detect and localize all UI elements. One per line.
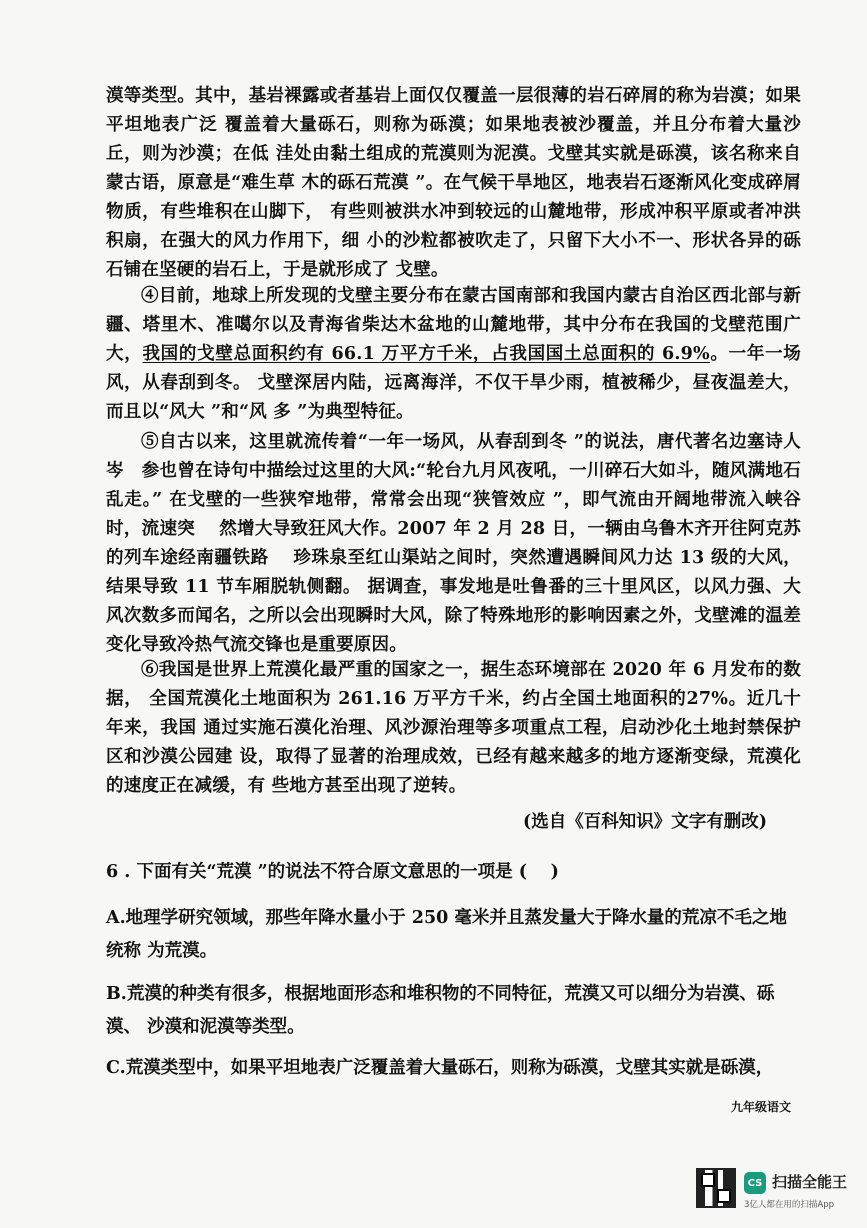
source-citation: (选自《百科知识》文字有删改) xyxy=(522,812,767,832)
paragraph-4 xyxy=(106,282,801,427)
qr-code-icon xyxy=(696,1168,736,1208)
option-c: C.荒漠类型中，如果平坦地表广泛覆盖着大量砾石，则称为砾漠，戈壁其实就是砾漠， xyxy=(106,1058,774,1078)
paragraph-4-text-a: ④目前，地球上所发现的戈壁主要分布在蒙古国南部和我国内蒙古自治区西北部与新疆、塔里木、准噶尔以及青海省柴达木盆地的山麓地带，其中分布在我国的戈壁范围广大， xyxy=(106,286,801,364)
paragraph-4-underlined: 我国的戈壁总面积约有 66.1 万平方千米，占我国国土总面积的 6.9% xyxy=(142,344,710,364)
option-b: B.荒漠的种类有很多，根据地面形态和堆积物的不同特征，荒漠又可以细分为岩漠、砾漠、 沙漠和泥漠等类型。 xyxy=(106,984,775,1037)
page-footer: 九年级语文 xyxy=(730,1100,791,1114)
paragraph-6: ⑥我国是世界上荒漠化最严重的国家之一，据生态环境部在 2020 年 6 月发布的数据， 全国荒漠化土地面积为 261.16 万平方千米，约占全国土地面积的27%。近几十年来，我国 通过实施石漠化治理、风沙源治理等多项重点工程，启动沙化土地封禁保护区和沙漠公园建 设，取得了显著的治理成效，已经有越来越多的地方逐渐变绿，荒漠化的速度正在减缓，有 些地方甚至出现了逆转。 xyxy=(106,660,801,796)
question-6: 6 . 下面有关“荒漠 ”的说法不符合原文意思的一项是 ( ) xyxy=(106,862,559,882)
camscanner-logo-icon: CS xyxy=(744,1172,766,1194)
option-a: A.地理学研究领域，那些年降水量小于 250 毫米并且蒸发量大于降水量的荒凉不毛之地统称 为荒漠。 xyxy=(106,908,787,961)
paragraph-5: ⑤自古以来，这里就流传着“一年一场风，从春刮到冬 ”的说法，唐代著名边塞诗人岑 参也曾在诗句中描绘过这里的大风:“轮台九月风夜吼，一川碎石大如斗，随风满地石乱走。” 在戈壁的一些狭窄地带，常常会出现“狭管效应 ”，即气流由开阔地带流入峡谷时，流速突 然增大导致狂风大作。2007 年 2 月 28 日，一辆由乌鲁木齐开往阿克苏的列车途经南疆铁路 珍珠泉至红山渠站之间时，突然遭遇瞬间风力达 13 级的大风，结果导致 11 节车厢脱轨侧翻。 据调查，事发地是吐鲁番的三十里风区，以风力强、大风次数多而闻名，之所以会出现瞬时大风，除了特殊地形的影响因素之外，戈壁滩的温差变化导致冷热气流交锋也是重要原因。 xyxy=(106,432,801,655)
paragraph-intro: 漠等类型。其中，基岩裸露或者基岩上面仅仅覆盖一层很薄的岩石碎屑的称为岩漠；如果平坦地表广泛 覆盖着大量砾石，则称为砾漠；如果地表被沙覆盖，并且分布着大量沙丘，则为沙漠；在低 洼处由黏土组成的荒漠则为泥漠。戈壁其实就是砾漠，该名称来自蒙古语，原意是“难生草 木的砾石荒漠 ”。在气候干旱地区，地表岩石逐渐风化变成碎屑物质，有些堆积在山脚下， 有些则被洪水冲到较远的山麓地带，形成冲积平原或者冲洪积扇，在强大的风力作用下，细 小的沙粒都被吹走了，只留下大小不一、形状各异的砾石铺在坚硬的岩石上，于是就形成了 戈壁。 xyxy=(106,86,801,280)
scanner-app-tagline: 3亿人都在用的扫描App xyxy=(744,1200,835,1210)
scanner-app-name: 扫描全能王 xyxy=(772,1173,848,1191)
paragraph-4-text-b: 。一年一场风，从春刮到冬。 戈壁深居内陆，远离海洋，不仅干旱少雨，植被稀少，昼夜温差大，而且以“风大 ”和“风 多 ”为典型特征。 xyxy=(106,344,802,422)
